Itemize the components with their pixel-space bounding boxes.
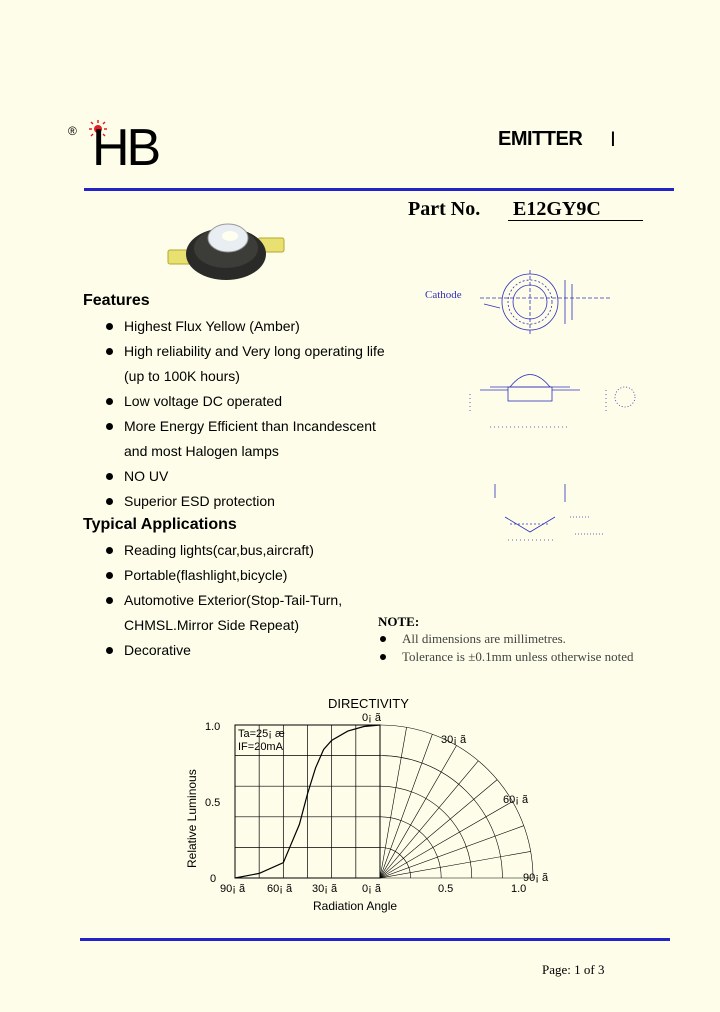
- directivity-chart: [180, 690, 560, 920]
- bullet-icon: [106, 647, 113, 654]
- x-axis-label: Radiation Angle: [313, 899, 398, 913]
- feature-text: High reliability and Very long operating life: [124, 343, 385, 359]
- condition-ta: Ta=25¡ æ: [238, 728, 285, 740]
- y-tick-0: 0: [210, 873, 217, 885]
- cathode-label: Cathode: [425, 289, 462, 301]
- chart-title: DIRECTIVITY: [328, 696, 409, 711]
- note-item: [378, 648, 634, 666]
- feature-text: Low voltage DC operated: [124, 393, 282, 409]
- application-text: CHMSL.Mirror Side Repeat): [124, 617, 300, 633]
- led-emitter-image: [160, 212, 290, 284]
- application-text: Reading lights(car,bus,aircraft): [124, 542, 314, 558]
- bullet-icon: [106, 547, 113, 554]
- x-tick-10: 1.0: [511, 883, 527, 895]
- y-tick-05: 0.5: [205, 797, 221, 809]
- features-list: [84, 314, 404, 514]
- polar-label-60: 60¡ ã: [503, 794, 529, 806]
- application-text: Portable(flashlight,bicycle): [124, 567, 288, 583]
- bullet-icon: [380, 654, 386, 660]
- feature-text: Superior ESD protection: [124, 493, 275, 509]
- feature-item: [84, 339, 404, 389]
- mechanical-drawing: [460, 262, 650, 552]
- polar-label-30: 30¡ ã: [441, 734, 467, 746]
- condition-if: IF=20mA: [238, 741, 283, 753]
- y-tick-1: 1.0: [205, 721, 221, 733]
- feature-item: [84, 314, 404, 339]
- bullet-icon: [106, 398, 113, 405]
- bullet-icon: [380, 636, 386, 642]
- product-series: Ⅰ: [610, 129, 616, 151]
- feature-item: [84, 389, 404, 414]
- feature-text: Highest Flux Yellow (Amber): [124, 318, 300, 334]
- feature-text: and most Halogen lamps: [124, 443, 279, 459]
- applications-list: [84, 538, 404, 663]
- part-number-label: Part No.: [408, 198, 481, 220]
- y-axis-label: Relative Luminous: [185, 769, 199, 868]
- application-item: [84, 563, 404, 588]
- note-list: [378, 630, 634, 666]
- note-text: Tolerance is ±0.1mm unless otherwise noted: [402, 649, 634, 664]
- page-number: Page: 1 of 3: [542, 962, 605, 977]
- bullet-icon: [106, 423, 113, 430]
- bullet-icon: [106, 498, 113, 505]
- features-title: Features: [83, 292, 150, 309]
- note-title: NOTE:: [378, 614, 420, 629]
- footer-rule: [80, 938, 670, 941]
- bullet-icon: [106, 348, 113, 355]
- x-tick-05: 0.5: [438, 883, 454, 895]
- feature-text: More Energy Efficient than Incandescent: [124, 418, 376, 434]
- polar-label-0: 0¡ ã: [362, 712, 381, 724]
- bullet-icon: [106, 323, 113, 330]
- application-text: Automotive Exterior(Stop-Tail-Turn,: [124, 592, 343, 608]
- applications-title: Typical Applications: [83, 516, 237, 533]
- product-type: EMITTER: [498, 128, 583, 150]
- application-text: Decorative: [124, 642, 191, 658]
- application-item: [84, 588, 404, 638]
- feature-item: [84, 464, 404, 489]
- application-item: [84, 638, 404, 663]
- note-text: All dimensions are millimetres.: [402, 631, 566, 646]
- part-number-value: E12GY9C: [513, 198, 601, 220]
- x-tick-0: 0¡ ã: [362, 883, 381, 895]
- part-number-underline: [508, 220, 643, 221]
- feature-item: [84, 489, 404, 514]
- polar-label-90: 90¡ ã: [523, 872, 549, 884]
- bullet-icon: [106, 473, 113, 480]
- x-tick-60: 60¡ ã: [267, 883, 293, 895]
- note-item: [378, 630, 634, 648]
- x-tick-90: 90¡ ã: [220, 883, 246, 895]
- feature-item: [84, 414, 404, 464]
- registered-mark: ®: [68, 124, 77, 138]
- application-item: [84, 538, 404, 563]
- bullet-icon: [106, 572, 113, 579]
- feature-text: (up to 100K hours): [124, 368, 240, 384]
- bullet-icon: [106, 597, 113, 604]
- x-tick-30: 30¡ ã: [312, 883, 338, 895]
- header-rule: [84, 188, 674, 191]
- company-logo: HB: [92, 119, 159, 177]
- feature-text: NO UV: [124, 468, 169, 484]
